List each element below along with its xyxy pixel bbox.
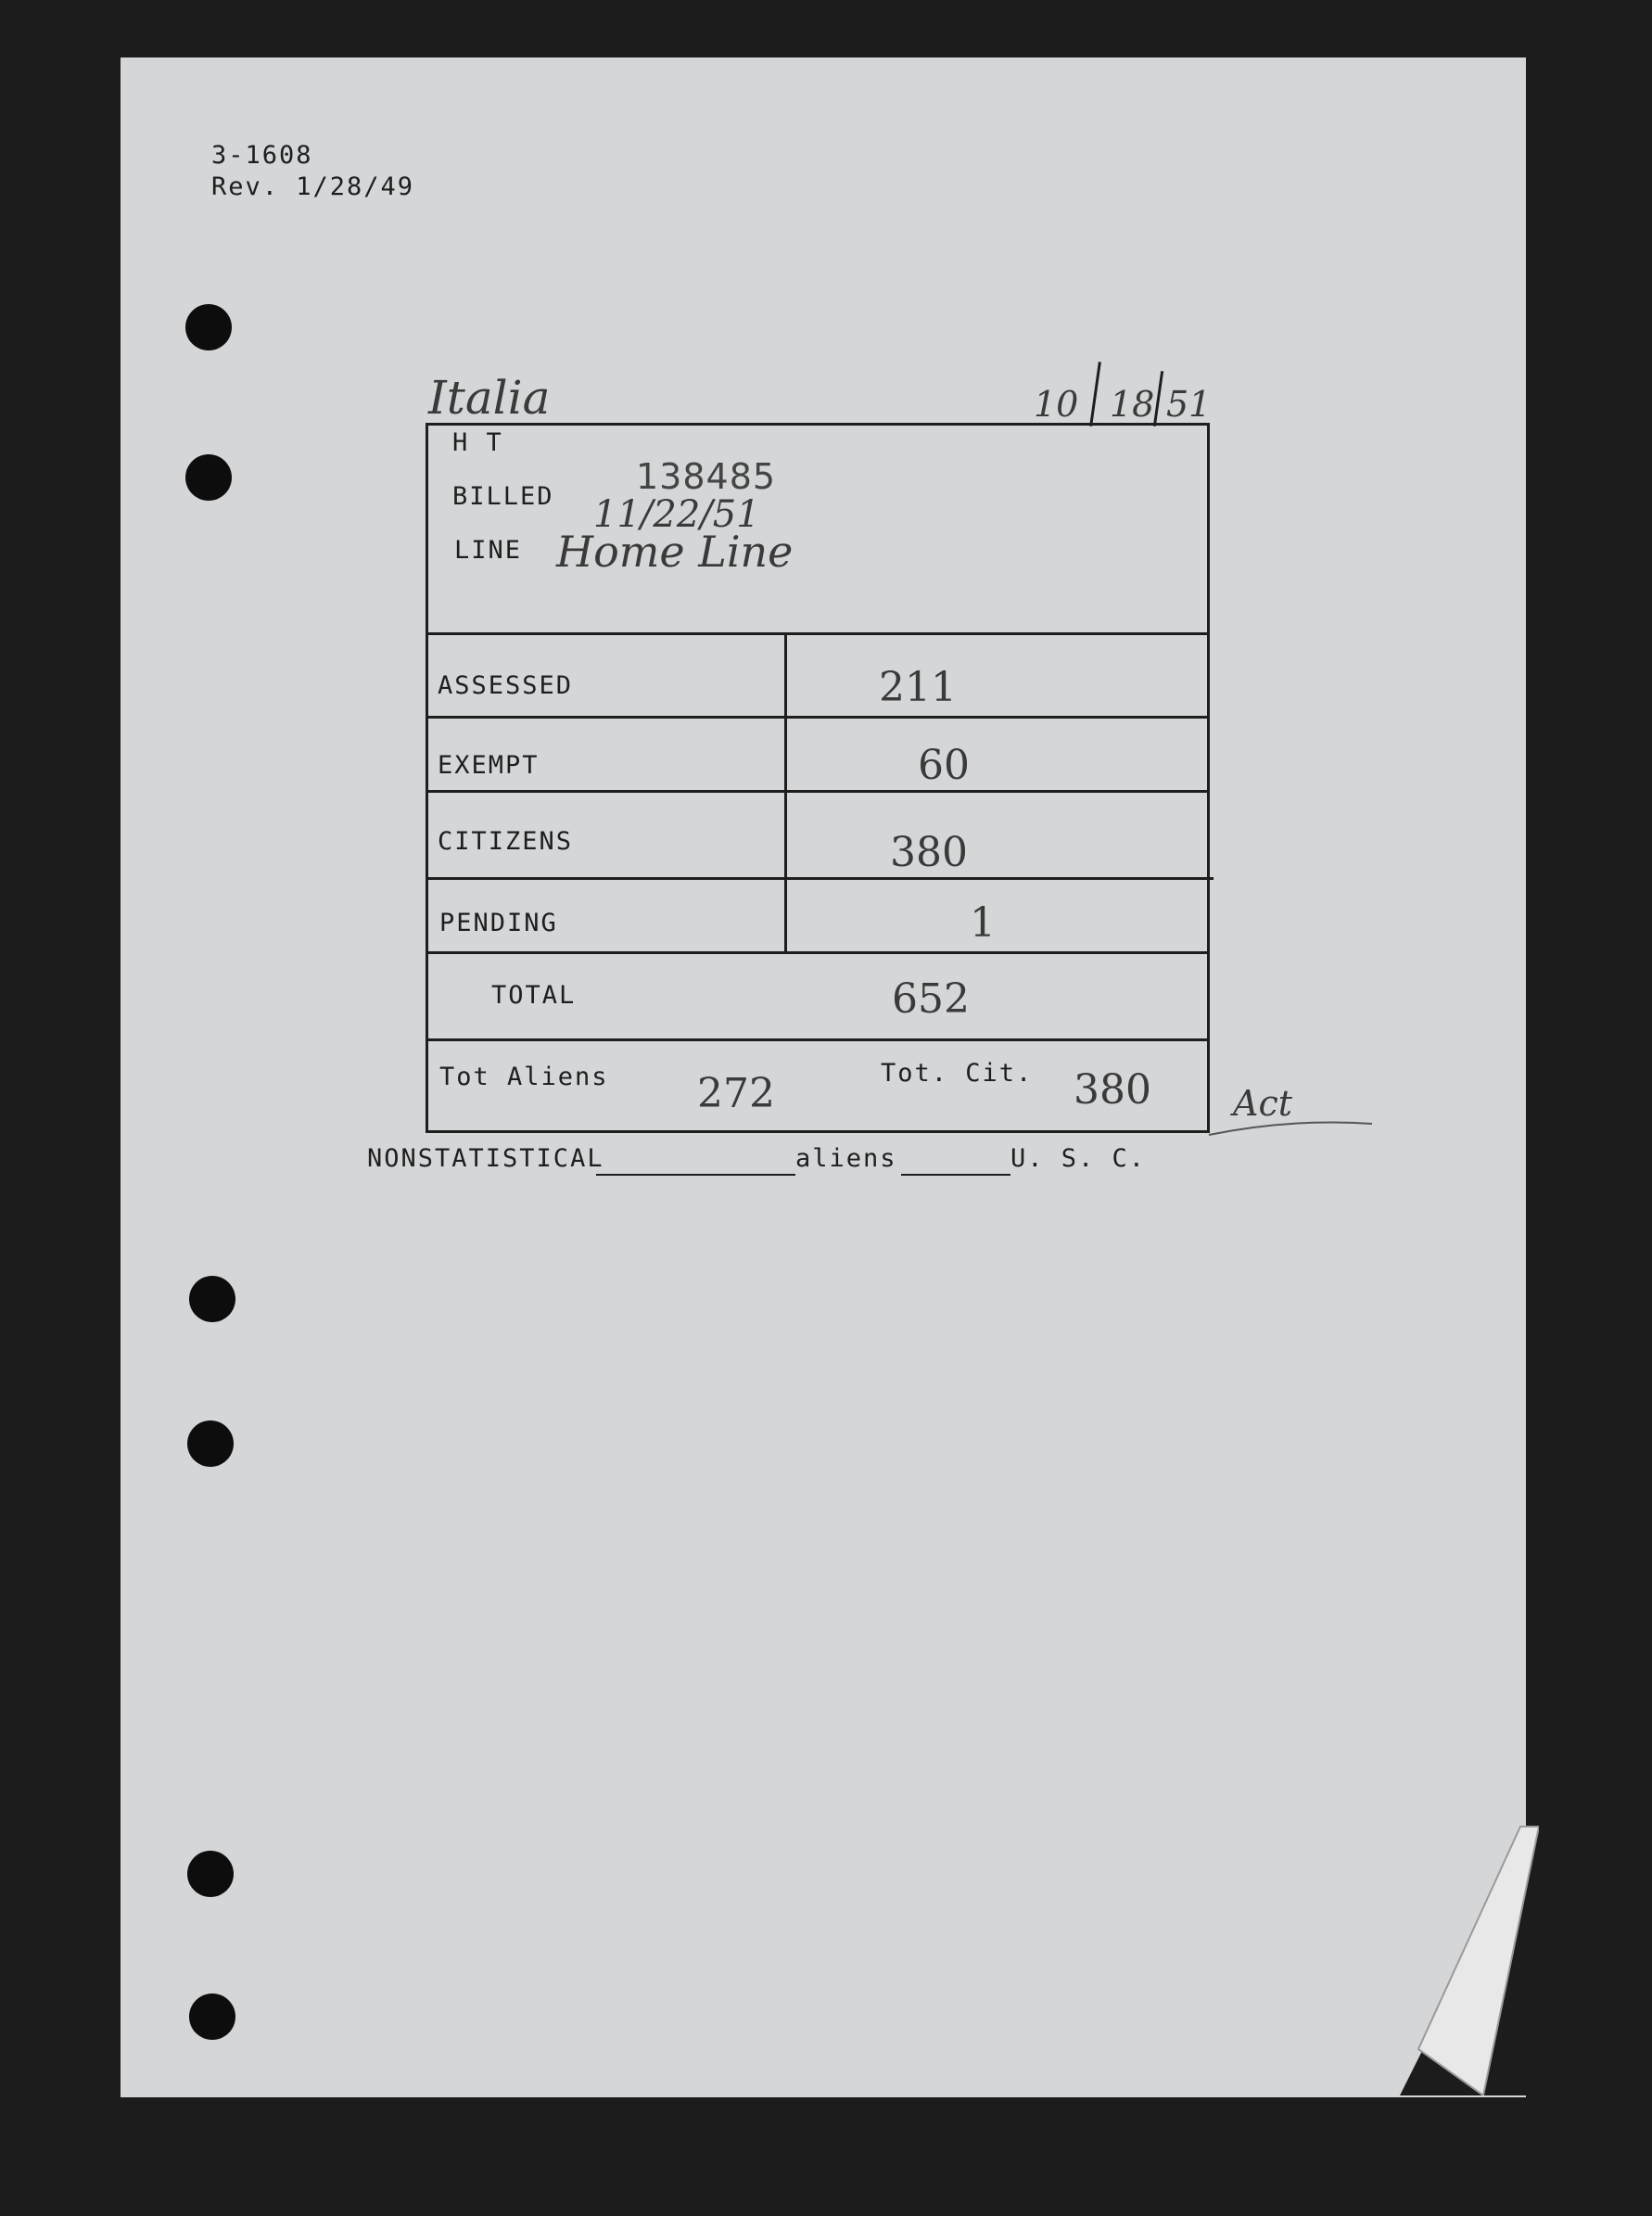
billed-label: BILLED (452, 482, 554, 511)
line-label: LINE (454, 536, 523, 565)
ht-number: 138485 (636, 456, 777, 497)
row-value-exempt: 60 (918, 742, 970, 789)
date-day: 18 (1110, 384, 1155, 425)
tot-cit-value: 380 (1074, 1066, 1151, 1114)
table-divider (426, 790, 1207, 793)
nonstatistical-label: NONSTATISTICAL (367, 1144, 604, 1173)
handwritten-title: Italia (428, 371, 551, 425)
table-divider (426, 1038, 1207, 1041)
aliens-label: aliens (795, 1144, 897, 1173)
line-value: Home Line (556, 527, 794, 577)
tot-cit-label: Tot. Cit. (881, 1059, 1034, 1088)
tot-aliens-value: 272 (697, 1070, 775, 1117)
table-divider (426, 877, 1214, 880)
tot-aliens-label: Tot Aliens (439, 1063, 609, 1091)
row-label-exempt: EXEMPT (438, 751, 540, 780)
punch-hole (187, 1851, 234, 1897)
form-number: 3-1608 (211, 141, 313, 170)
row-label-assessed: ASSESSED (438, 671, 574, 700)
punch-hole (189, 1276, 235, 1322)
initials-underline (1207, 1113, 1374, 1140)
punch-hole (185, 454, 232, 501)
total-value: 652 (892, 975, 970, 1023)
row-label-pending: PENDING (439, 909, 558, 937)
total-label: TOTAL (491, 981, 577, 1010)
initials-annotation: Act (1233, 1083, 1292, 1124)
row-value-citizens: 380 (890, 829, 968, 876)
billed-value: 11/22/51 (593, 493, 760, 536)
row-value-pending: 1 (970, 899, 996, 947)
form-revision: Rev. 1/28/49 (211, 172, 415, 201)
punch-hole (187, 1420, 234, 1467)
punch-hole (189, 1993, 235, 2040)
usc-label: U. S. C. (1010, 1144, 1147, 1173)
row-label-citizens: CITIZENS (438, 827, 574, 856)
date-month: 10 (1034, 384, 1079, 425)
blank-line (901, 1174, 1010, 1176)
table-divider (426, 716, 1207, 719)
table-divider (426, 632, 1207, 635)
table-divider (426, 951, 1207, 954)
date-year: 51 (1166, 384, 1212, 425)
blank-line (596, 1174, 795, 1176)
row-value-assessed: 211 (879, 664, 957, 711)
punch-hole (185, 304, 232, 350)
curled-corner (1353, 1817, 1539, 2095)
form-table (426, 423, 1210, 1133)
column-divider (784, 632, 787, 953)
ht-label: H T (452, 428, 503, 457)
